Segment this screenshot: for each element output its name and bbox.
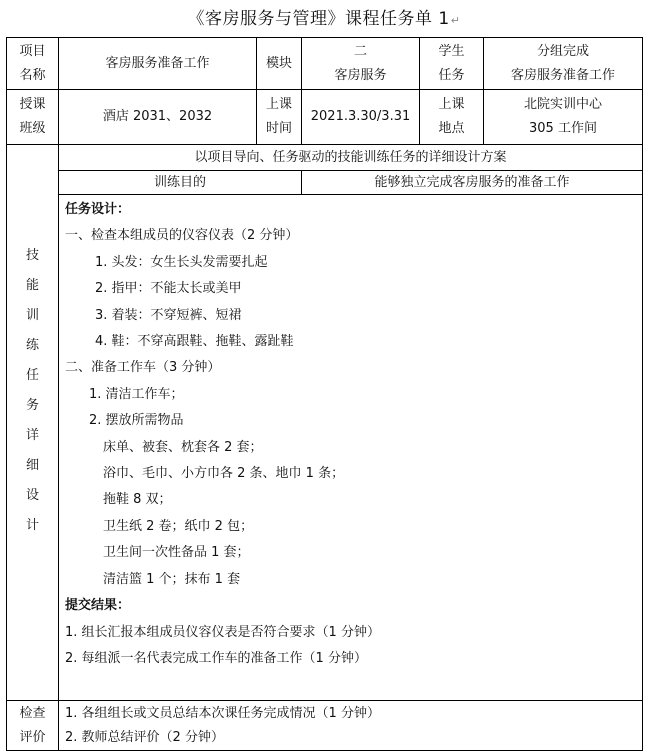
supply-item: 清洁篮 1 个；抹布 1 套 xyxy=(103,571,241,587)
row-project xyxy=(7,38,643,90)
supply-item: 卫生纸 2 卷；纸巾 2 包； xyxy=(103,518,254,534)
evaluation-item: 1. 各组组长或文员总结本次课任务完成情况（1 分钟） xyxy=(65,705,380,721)
goal-value: 能够独立完成客房服务的准备工作 xyxy=(302,171,643,195)
document-title: 《客房服务与管理》课程任务单 1↵ xyxy=(187,9,461,29)
time-label-cell: 上课 时间 xyxy=(257,90,302,145)
time-value: 2021.3.30/3.31 xyxy=(302,90,420,145)
row-goal xyxy=(7,171,643,195)
section-2-item: 1. 清洁工作车； xyxy=(89,386,184,402)
task-table xyxy=(6,37,643,751)
supply-item: 卫生间一次性备品 1 套； xyxy=(103,545,250,561)
section-2-title: 二、准备工作车（3 分钟） xyxy=(65,360,221,376)
student-value-cell: 分组完成 客房服务准备工作 xyxy=(484,38,643,90)
module-label: 模块 xyxy=(257,38,302,90)
section-1-item: 4. 鞋：不穿高跟鞋、拖鞋、露趾鞋 xyxy=(95,334,294,350)
submit-heading: 提交结果： xyxy=(65,598,131,614)
goal-label: 训练目的 xyxy=(59,171,302,195)
submit-item: 1. 组长汇报本组成员仪容仪表是否符合要求（1 分钟） xyxy=(65,624,380,640)
supply-item: 拖鞋 8 双； xyxy=(103,492,172,508)
row-evaluation xyxy=(7,701,643,751)
evaluation-item: 2. 教师总结评价（2 分钟） xyxy=(65,729,224,745)
section-1-item: 3. 着装：不穿短裤、短裙 xyxy=(95,307,242,323)
design-heading: 任务设计： xyxy=(65,202,131,217)
row-plan-title xyxy=(7,145,643,171)
evaluation-content xyxy=(59,701,643,751)
row-design xyxy=(7,195,643,701)
place-label-cell: 上课 地点 xyxy=(420,90,484,145)
module-value-cell: 二 客房服务 xyxy=(302,38,420,90)
section-1-title: 一、检查本组成员的仪容仪表（2 分钟） xyxy=(65,228,299,244)
section-1-item: 1. 头发：女生长头发需要扎起 xyxy=(95,254,268,270)
supply-item: 浴巾、毛巾、小方巾各 2 条、地巾 1 条； xyxy=(103,466,345,482)
class-label-cell: 授课 班级 xyxy=(7,90,59,145)
supply-item: 床单、被套、枕套各 2 套； xyxy=(103,439,263,455)
row-class xyxy=(7,90,643,145)
section-1-item: 2. 指甲：不能太长或美甲 xyxy=(95,281,242,297)
project-label-cell: 项目 名称 xyxy=(7,38,59,90)
plan-title: 以项目导向、任务驱动的技能训练任务的详细设计方案 xyxy=(59,145,643,171)
skill-side-label: 技 能 训 练 任 务 详 细 设 计 xyxy=(7,145,59,701)
submit-item: 2. 每组派一名代表完成工作车的准备工作（1 分钟） xyxy=(65,650,367,666)
student-label-cell: 学生 任务 xyxy=(420,38,484,90)
section-2-item: 2. 摆放所需物品 xyxy=(89,413,184,429)
project-value: 客房服务准备工作 xyxy=(59,38,257,90)
design-content xyxy=(59,195,643,701)
place-value-cell: 北院实训中心 305 工作间 xyxy=(484,90,643,145)
class-value: 酒店 2031、2032 xyxy=(59,90,257,145)
evaluation-label-cell: 检查 评价 xyxy=(7,701,59,751)
